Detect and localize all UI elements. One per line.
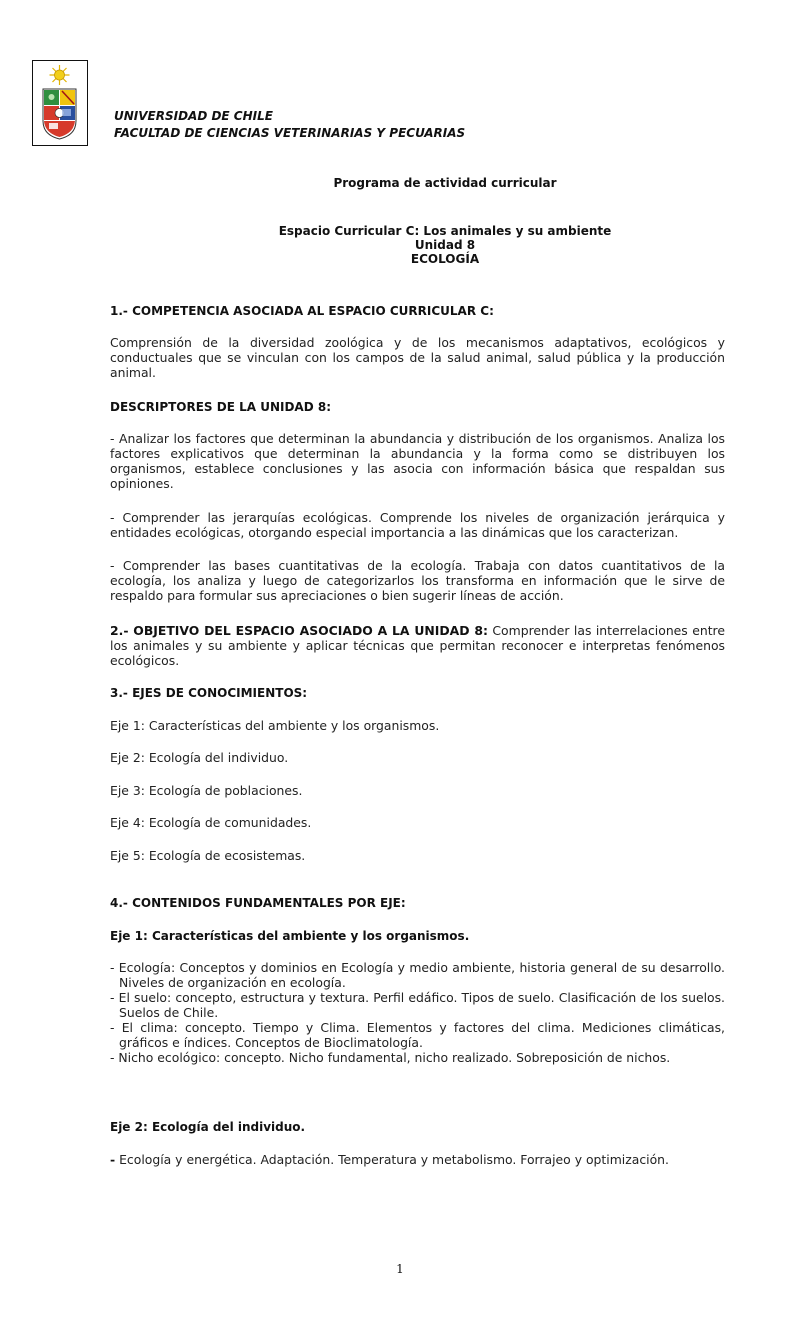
section-1-text: Comprensión de la diversidad zoológica y de los mecanismos adaptativos, ecológicos y conductuales que se vinculan con los campos de la salud animal, salud pública y la producción animal. [110, 335, 725, 380]
university-crest-logo [32, 60, 88, 146]
axis-item: Eje 2: Ecología del individuo. [110, 750, 289, 765]
document-title-block [110, 224, 780, 266]
curricular-space-title: Espacio Curricular C: Los animales y su ambiente [278, 224, 612, 238]
section-2-paragraph [110, 623, 725, 668]
descriptor-item: - Comprender las jerarquías ecológicas. Comprende los niveles de organización jerárquica y entidades ecológicas, otorgando especial importancia a las dinámicas que los caracterizan. [110, 510, 725, 540]
list-item: - Ecología: Conceptos y dominios en Ecología y medio ambiente, historia general de su desarrollo. Niveles de organización en ecología. [110, 960, 725, 990]
eje-1-content-list [110, 960, 725, 1065]
eje-2-text: Ecología y energética. Adaptación. Temperatura y metabolismo. Forrajeo y optimización. [115, 1152, 669, 1167]
axis-item: Eje 1: Características del ambiente y los organismos. [110, 718, 440, 733]
section-2-text: Comprender las interrelaciones entre los animales y su ambiente y aplicar técnicas que permitan reconocer e interpretas fenómenos ecológicos. [110, 623, 725, 668]
axis-item: Eje 3: Ecología de poblaciones. [110, 783, 303, 798]
list-dash: - [110, 1152, 116, 1167]
university-name: UNIVERSIDAD DE CHILE [114, 109, 273, 123]
descriptor-item: - Analizar los factores que determinan la abundancia y distribución de los organismos. Analiza los factores explicativos que determinan la abundancia y la forma como se distribuyen los organismos, establece conclusiones y las asocia con información básica que respaldan sus opiniones. [110, 431, 725, 491]
eje-2-title: Eje 2: Ecología del individuo. [110, 1120, 306, 1134]
section-2-heading: 2.- OBJETIVO DEL ESPACIO ASOCIADO A LA UNIDAD 8: [110, 623, 488, 638]
eje-2-content [110, 1152, 725, 1167]
faculty-name: FACULTAD DE CIENCIAS VETERINARIAS Y PECUARIAS [114, 126, 466, 140]
list-item: - El suelo: concepto, estructura y textura. Perfil edáfico. Tipos de suelo. Clasificación de los suelos. Suelos de Chile. [110, 990, 725, 1020]
program-title: Programa de actividad curricular [333, 176, 557, 190]
page-number: 1 [396, 1262, 404, 1276]
list-item: - Nicho ecológico: concepto. Nicho fundamental, nicho realizado. Sobreposición de nichos. [110, 1050, 671, 1065]
section-4-heading: 4.- CONTENIDOS FUNDAMENTALES POR EJE: [110, 896, 406, 910]
section-3-heading: 3.- EJES DE CONOCIMIENTOS: [110, 686, 308, 700]
axis-item: Eje 4: Ecología de comunidades. [110, 815, 312, 830]
section-1-heading: 1.- COMPETENCIA ASOCIADA AL ESPACIO CURRICULAR C: [110, 304, 494, 318]
unit-name: ECOLOGÍA [410, 252, 480, 266]
descriptor-item: - Comprender las bases cuantitativas de la ecología. Trabaja con datos cuantitativos de la ecología, los analiza y luego de categorizarlos los transforma en información que le sirve de respaldo para formular sus apreciaciones o bien sugerir líneas de acción. [110, 558, 725, 603]
list-item: - El clima: concepto. Tiempo y Clima. Elementos y factores del clima. Mediciones climáticas, gráficos e índices. Conceptos de Bioclimatología. [110, 1020, 725, 1050]
eje-1-title: Eje 1: Características del ambiente y los organismos. [110, 929, 470, 943]
descriptors-heading: DESCRIPTORES DE LA UNIDAD 8: [110, 400, 331, 414]
institution-header [114, 108, 465, 142]
unit-title: Unidad 8 [414, 238, 476, 252]
axis-item: Eje 5: Ecología de ecosistemas. [110, 848, 306, 863]
